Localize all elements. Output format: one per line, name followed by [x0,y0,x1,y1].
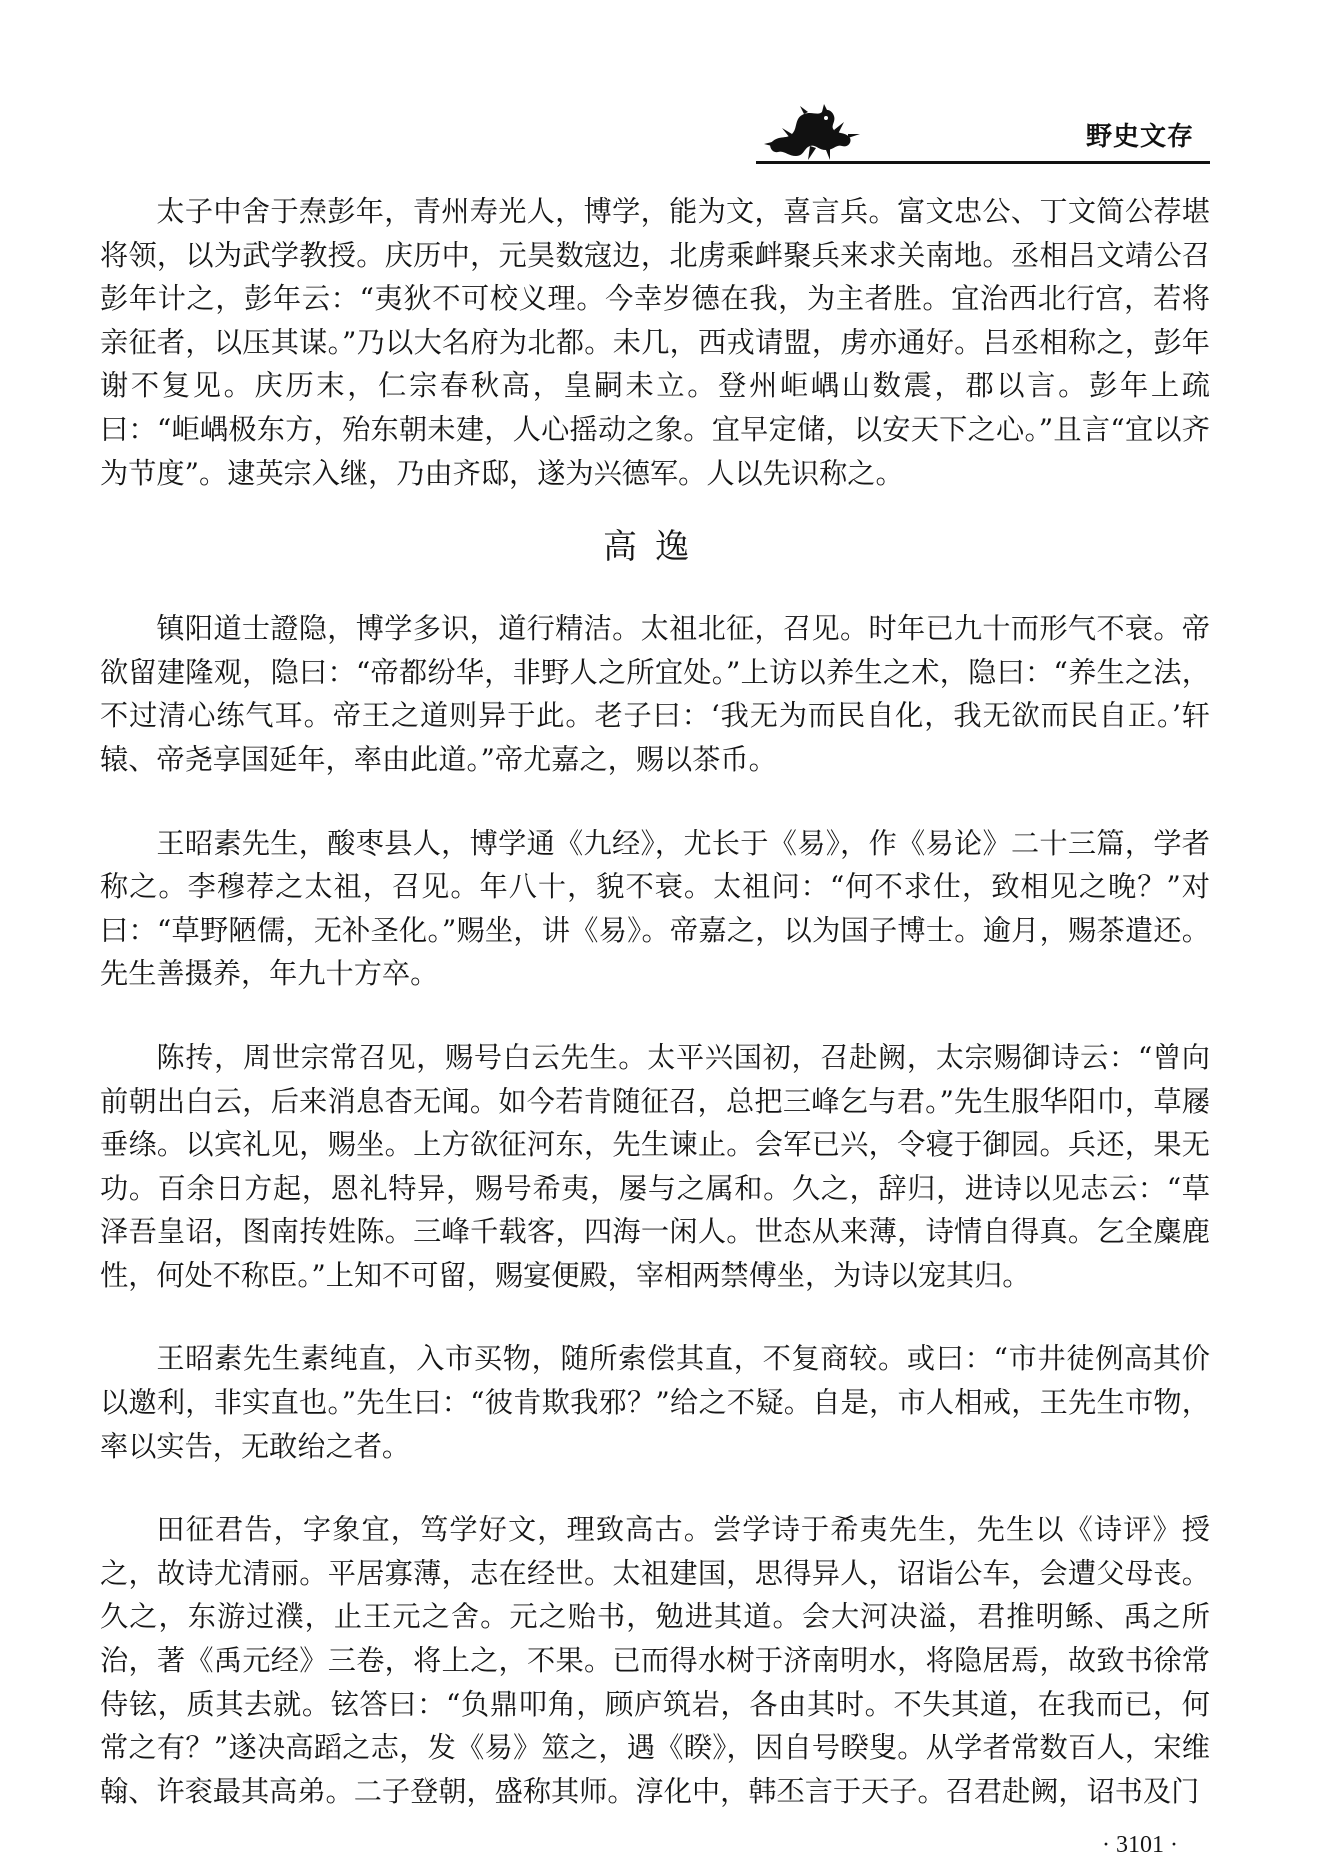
paragraph: 田征君告，字象宜，笃学好文，理致高古。尝学诗于希夷先生，先生以《诗评》授之，故诗尤清丽。平居寡薄，志在经世。太祖建国，思得异人，诏诣公车，会遭父母丧。久之，东游过濮，止王元之舍。元之贻书，勉进其道。会大河决溢，君推明鲧、禹之所治，著《禹元经》三卷，将上之，不果。已而得水树于济南明水，将隐居焉，故致书徐常侍铉，质其去就。铉答曰：“负鼎叩角，顾庐筑岩，各由其时。不失其道，在我而已，何常之有？”遂决高蹈之志，发《易》筮之，遇《睽》，因自号睽叟。从学者常数百人，宋维翰、许衮最其高弟。二子登朝，盛称其师。淳化中，韩丕言于天子。召君赴阙，诏书及门 [100,1513,1210,1808]
section-title: 高逸 [603,527,707,568]
paragraph: 镇阳道士證隐，博学多识，道行精洁。太祖北征，召见。时年已九十而形气不衰。帝欲留建隆观，隐曰：“帝都纷华，非野人之所宜处。”上访以养生之术，隐曰：“养生之法，不过清心练气耳。帝王之道则异于此。老子曰：‘我无为而民自化，我无欲而民自正。’轩辕、帝尧享国延年，率由此道。”帝尤嘉之，赐以茶币。 [100,612,1210,776]
paragraph: 王昭素先生素纯直，入市买物，随所索偿其直，不复商较。或曰：“市井徒例高其价以邀利，非实直也。”先生曰：“彼肯欺我邪？”给之不疑。自是，市人相戒，王先生市物，率以实告，无敢绐之者。 [100,1342,1210,1463]
main-text [100,190,1210,1813]
dragon-emblem-icon [764,104,860,162]
page-number: · 3101 · [1102,1832,1178,1858]
paragraph: 陈抟，周世宗常召见，赐号白云先生。太平兴国初，召赴阙，太宗赐御诗云：“曾向前朝出白云，后来消息杳无闻。如今若肯随征召，总把三峰乞与君。”先生服华阳巾，草屦垂绦。以宾礼见，赐坐。上方欲征河东，先生谏止。会军已兴，令寝于御园。兵还，果无功。百余日方起，恩礼特异，赐号希夷，屡与之属和。久之，辞归，进诗以见志云：“草泽吾皇诏，图南抟姓陈。三峰千载客，四海一闲人。世态从来薄，诗情自得真。乞全麋鹿性，何处不称臣。”上知不可留，赐宴便殿，宰相两禁傅坐，为诗以宠其归。 [100,1040,1210,1292]
paragraph: 王昭素先生，酸枣县人，博学通《九经》，尤长于《易》，作《易论》二十三篇，学者称之。李穆荐之太祖，召见。年八十，貌不衰。太祖问：“何不求仕，致相见之晚？”对曰：“草野陋儒，无补圣化。”赐坐，讲《易》。帝嘉之，以为国子博士。逾月，赐茶遣还。先生善摄养，年九十方卒。 [100,826,1210,991]
paragraph: 太子中舍于焘彭年，青州寿光人，博学，能为文，喜言兵。富文忠公、丁文简公荐堪将领，以为武学教授。庆历中，元昊数寇边，北虏乘衅聚兵来求关南地。丞相吕文靖公召彭年计之，彭年云：“夷狄不可校义理。今幸岁德在我，为主者胜。宜治西北行宫，若将亲征者，以压其谋。”乃以大名府为北都。未几，西戎请盟，虏亦通好。吕丞相称之，彭年谢不复见。庆历末，仁宗春秋高，皇嗣未立。登州岠嵎山数震，郡以言。彭年上疏曰：“岠嵎极东方，殆东朝未建，人心摇动之象。宜早定储，以安天下之心。”且言“宜以齐为节度”。逮英宗入继，乃由齐邸，遂为兴德军。人以先识称之。 [100,195,1210,490]
header-rule [756,161,1210,164]
header-title: 野史文存 [1085,122,1194,152]
running-header [740,98,1210,164]
